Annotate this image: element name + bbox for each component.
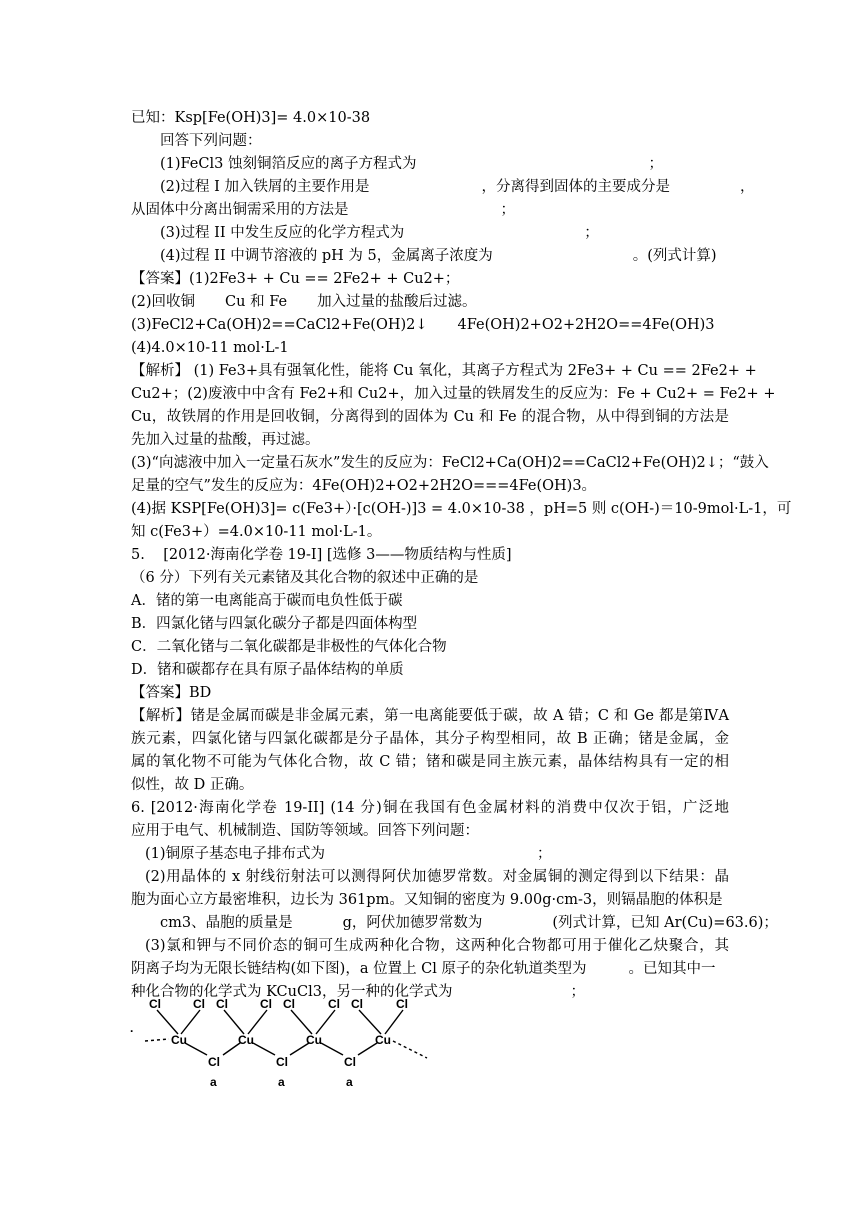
- option-b: B．四氯化锗与四氯化碳分子都是四面体构型: [131, 616, 418, 632]
- analysis-line: (4)据 KSP[Fe(OH)3]= c(Fe3+）·[c(OH-)]3 = 4.0×10-38 ，pH=5 则 c(OH-)＝10-9mol·L-1，可: [131, 501, 792, 517]
- question-6-intro: 应用于电气、机械制造、国防等领域。回答下列问题：: [131, 823, 479, 839]
- question-2: (2)过程 I 加入铁屑的主要作用是 ，分离得到固体的主要成分是 ，: [160, 179, 755, 195]
- analysis-line: Cu2+；(2)废液中中含有 Fe2+和 Cu2+，加入过量的铁屑发生的反应为：Fe + Cu2+ = Fe2+ +: [131, 386, 776, 402]
- cl-atom-label: Cl: [149, 997, 161, 1011]
- bridging-cl-label: Cl: [344, 1055, 356, 1069]
- answer-1: 【答案】(1)2Fe3+ + Cu == 2Fe2+ + Cu2+；: [131, 271, 460, 287]
- stray-dot: .: [130, 1021, 134, 1035]
- cu-atom-label: Cu: [171, 1033, 187, 1047]
- cl-atom-label: Cl: [351, 997, 363, 1011]
- question-6-3: (3)氯和钾与不同价态的铜可生成两种化合物，这两种化合物都可用于催化乙炔聚合，其: [145, 938, 729, 954]
- option-c: C．二氧化锗与二氧化碳都是非极性的气体化合物: [131, 639, 447, 655]
- cl-atom-label: Cl: [216, 997, 228, 1011]
- cu-atom-label: Cu: [375, 1033, 391, 1047]
- analysis-line: Cu，故铁屑的作用是回收铜，分离得到的固体为 Cu 和 Fe 的混合物，从中得到铜的方法是: [131, 409, 729, 425]
- question-4: (4)过程 II 中调节溶液的 pH 为 5，金属离子浓度为 。(列式计算): [160, 248, 717, 264]
- position-a-label: a: [346, 1075, 353, 1089]
- bridging-cl-label: Cl: [276, 1055, 288, 1069]
- cu-atom-label: Cu: [238, 1033, 254, 1047]
- analysis-line: 知 c(Fe3+）=4.0×10-11 mol·L-1。: [131, 524, 382, 540]
- answer-3: (3)FeCl2+Ca(OH)2==CaCl2+Fe(OH)2↓ 4Fe(OH)2+O2+2H2O==4Fe(OH)3: [131, 317, 715, 333]
- question-6-3-end: 种化合物的化学式为 KCuCl3，另一种的化学式为 ；: [131, 984, 585, 1000]
- position-a-label: a: [278, 1075, 285, 1089]
- question-6-header: 6. [2012·海南化学卷 19-II] (14 分)铜在我国有色金属材料的消费中仅次于铝，广泛地: [131, 800, 729, 816]
- cu-atom-label: Cu: [306, 1033, 322, 1047]
- cucl-chain-diagram: [125, 996, 445, 1096]
- answer-2: (2)回收铜 Cu 和 Fe 加入过量的盐酸后过滤。: [131, 294, 477, 310]
- analysis-line: 【解析】锗是金属而碳是非金属元素，第一电离能要低于碳，故 A 错；C 和 Ge 都是第ⅣA: [131, 708, 729, 724]
- analysis-line: (3)“向滤液中加入一定量石灰水”发生的反应为：FeCl2+Ca(OH)2==CaCl2+Fe(OH)2↓；“鼓入: [131, 455, 769, 471]
- question-3: (3)过程 II 中发生反应的化学方程式为 ；: [160, 225, 599, 241]
- question-6-3-cont: 阴离子均为无限长链结构(如下图)，a 位置上 Cl 原子的杂化轨道类型为 。已知其中一: [131, 961, 716, 977]
- question-2-cont: 从固体中分离出铜需采用的方法是 ；: [131, 202, 515, 218]
- analysis-line: 似性，故 D 正确。: [131, 777, 254, 793]
- known-constant: 已知：Ksp[Fe(OH)3]= 4.0×10-38: [131, 110, 371, 126]
- bridging-cl-label: Cl: [208, 1055, 220, 1069]
- analysis-line: 【解析】 (1) Fe3+具有强氧化性，能将 Cu 氧化，其离子方程式为 2Fe3+ + Cu == 2Fe2+ +: [131, 363, 757, 379]
- cl-atom-label: Cl: [260, 997, 272, 1011]
- question-5-header: 5. [2012·海南化学卷 19-I] [选修 3——物质结构与性质]: [131, 547, 512, 563]
- position-a-label: a: [210, 1075, 217, 1089]
- question-6-2-blanks: cm3、晶胞的质量是 g，阿伏加德罗常数为 (列式计算，已知 Ar(Cu)=63.6)；: [160, 915, 778, 931]
- analysis-line: 族元素，四氯化锗与四氯化碳都是分子晶体，其分子构型相同，故 B 正确；锗是金属，金: [131, 731, 729, 747]
- cl-atom-label: Cl: [193, 997, 205, 1011]
- question-1: (1)FeCl3 蚀刻铜箔反应的离子方程式为 ；: [160, 156, 663, 172]
- question-6-2-cont: 胞为面心立方最密堆积，边长为 361pm。又知铜的密度为 9.00g·cm-3，则镉晶胞的体积是: [131, 892, 723, 908]
- question-6-2: (2)用晶体的 x 射线衍射法可以测得阿伏加德罗常数。对金属铜的测定得到以下结果：晶: [145, 869, 729, 885]
- option-a: A．锗的第一电离能高于碳而电负性低于碳: [131, 593, 403, 609]
- answer-4: (4)4.0×10-11 mol·L-1: [131, 340, 289, 356]
- cl-atom-label: Cl: [396, 997, 408, 1011]
- cl-atom-label: Cl: [328, 997, 340, 1011]
- analysis-line: 先加入过量的盐酸，再过滤。: [131, 432, 320, 448]
- prompt-line: 回答下列问题：: [160, 133, 262, 149]
- question-5-stem: （6 分）下列有关元素锗及其化合物的叙述中正确的是: [131, 570, 479, 586]
- cl-atom-label: Cl: [283, 997, 295, 1011]
- question-5-answer: 【答案】BD: [131, 685, 212, 701]
- question-6-1: (1)铜原子基态电子排布式为 ；: [145, 846, 552, 862]
- option-d: D．锗和碳都存在具有原子晶体结构的单质: [131, 662, 404, 678]
- analysis-line: 足量的空气”发生的反应为：4Fe(OH)2+O2+2H2O===4Fe(OH)3。: [131, 478, 597, 494]
- analysis-line: 属的氧化物不可能为气体化合物，故 C 错；锗和碳是同主族元素，晶体结构具有一定的相: [131, 754, 729, 770]
